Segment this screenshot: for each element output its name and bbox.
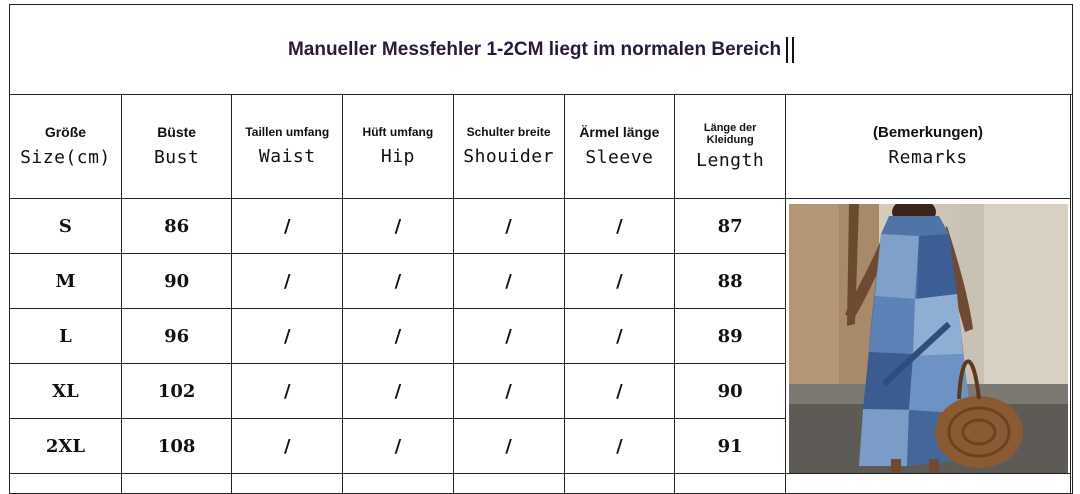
size-cell: XL bbox=[10, 364, 122, 419]
chart-title bbox=[10, 5, 1072, 95]
hip-cell: / bbox=[343, 254, 454, 309]
shoulder-cell: / bbox=[453, 364, 564, 419]
waist-cell: / bbox=[232, 419, 343, 474]
waist-cell: / bbox=[232, 199, 343, 254]
size-cell: M bbox=[10, 254, 122, 309]
header-bust-de: Büste bbox=[157, 124, 197, 141]
model-photo bbox=[789, 204, 1068, 474]
size-cell: L bbox=[10, 309, 122, 364]
header-bust-en: Bust bbox=[153, 146, 200, 168]
size-chart bbox=[9, 4, 1073, 494]
sleeve-cell: / bbox=[564, 364, 675, 419]
length-cell: 89 bbox=[675, 309, 786, 364]
bust-cell: 102 bbox=[121, 364, 232, 419]
header-remarks-de: (Bemerkungen) bbox=[873, 123, 984, 141]
header-remarks bbox=[786, 95, 1071, 199]
size-table bbox=[9, 94, 1071, 494]
table-row bbox=[10, 199, 1071, 254]
header-bust bbox=[121, 95, 232, 199]
bust-cell: 90 bbox=[121, 254, 232, 309]
sleeve-cell: / bbox=[564, 309, 675, 364]
size-cell: S bbox=[10, 199, 122, 254]
sleeve-cell: / bbox=[564, 199, 675, 254]
remarks-photo-cell bbox=[786, 199, 1071, 474]
header-waist bbox=[232, 95, 343, 199]
length-cell: 90 bbox=[675, 364, 786, 419]
shoulder-cell: / bbox=[453, 309, 564, 364]
header-length-en: Length bbox=[696, 150, 765, 172]
model-wearing-patchwork-denim-dress-icon bbox=[789, 204, 1068, 474]
header-shoulder bbox=[453, 95, 564, 199]
waist-cell: / bbox=[232, 254, 343, 309]
hip-cell: / bbox=[343, 364, 454, 419]
sleeve-cell: / bbox=[564, 419, 675, 474]
text-cursor-icon bbox=[786, 37, 794, 63]
length-cell: 87 bbox=[675, 199, 786, 254]
waist-cell: / bbox=[232, 364, 343, 419]
shoulder-cell: / bbox=[453, 419, 564, 474]
header-remarks-en: Remarks bbox=[888, 147, 968, 169]
header-hip-en: Hip bbox=[380, 145, 415, 167]
length-cell: 91 bbox=[675, 419, 786, 474]
bust-cell: 86 bbox=[121, 199, 232, 254]
header-size bbox=[10, 95, 122, 199]
shoulder-cell: / bbox=[453, 199, 564, 254]
header-shoulder-de: Schulter breite bbox=[466, 125, 551, 140]
size-cell: 2XL bbox=[10, 419, 122, 474]
header-size-de: Größe bbox=[44, 124, 87, 141]
header-hip bbox=[343, 95, 454, 199]
header-waist-en: Waist bbox=[258, 145, 316, 167]
header-sleeve bbox=[564, 95, 675, 199]
header-row bbox=[10, 95, 1071, 199]
waist-cell: / bbox=[232, 309, 343, 364]
length-cell: 88 bbox=[675, 254, 786, 309]
header-sleeve-de: Ärmel länge bbox=[579, 124, 660, 141]
shoulder-cell: / bbox=[453, 254, 564, 309]
hip-cell: / bbox=[343, 199, 454, 254]
header-length-de: Länge der Kleidung bbox=[703, 121, 757, 146]
header-waist-de: Taillen umfang bbox=[245, 125, 330, 140]
hip-cell: / bbox=[343, 309, 454, 364]
header-shoulder-en: Shouider bbox=[463, 145, 554, 167]
header-hip-de: Hüft umfang bbox=[362, 125, 434, 140]
header-size-en: Size(cm) bbox=[20, 146, 111, 168]
bust-cell: 108 bbox=[121, 419, 232, 474]
bust-cell: 96 bbox=[121, 309, 232, 364]
header-sleeve-en: Sleeve bbox=[585, 146, 654, 168]
sleeve-cell: / bbox=[564, 254, 675, 309]
title-text: Manueller Messfehler 1-2CM liegt im normalen Bereich bbox=[287, 38, 782, 60]
header-length bbox=[675, 95, 786, 199]
hip-cell: / bbox=[343, 419, 454, 474]
